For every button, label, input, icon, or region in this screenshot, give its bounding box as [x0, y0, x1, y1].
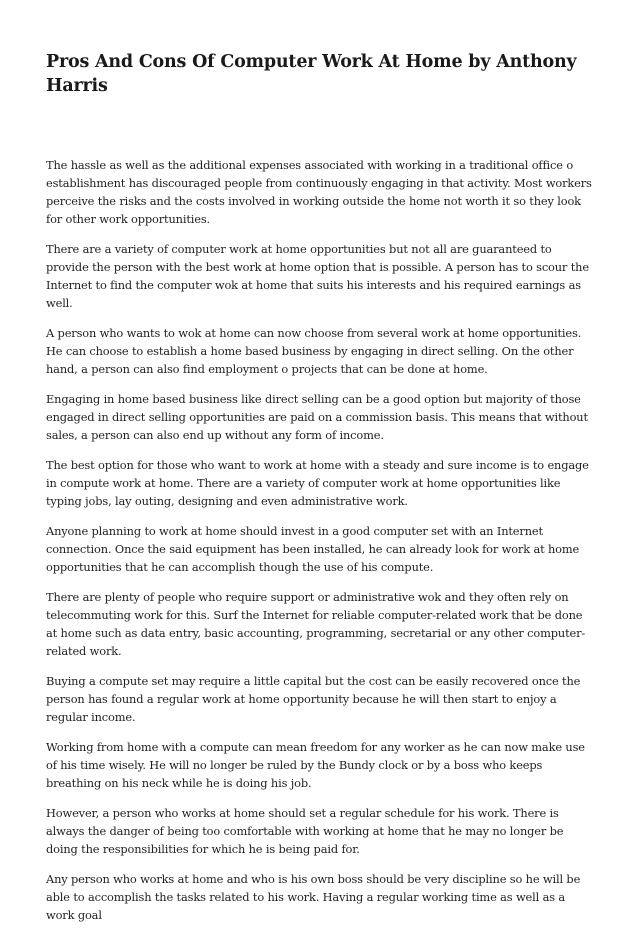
paragraph: Anyone planning to work at home should invest in a good computer set with an Internet connection. Once the said equipment has been installed, he can already look for work at home opportunities that he can accomplish though the use of his compute.	[46, 524, 580, 574]
paragraph: Any person who works at home and who is his own boss should be very discipline so he will be able to accomplish the tasks related to his work. Having a regular working time as well as a work goal	[46, 872, 581, 922]
paragraph: Working from home with a compute can mean freedom for any worker as he can now make use of his time wisely. He will no longer be ruled by the Bundy clock or by a boss who keeps breathing on his neck while he is doing his job.	[46, 740, 585, 790]
paragraph: However, a person who works at home should set a regular schedule for his work. There is always the danger of being too comfortable with working at home that he may no longer be doing the responsibilities for which he is being paid for.	[46, 806, 564, 856]
paragraph: There are plenty of people who require support or administrative wok and they often rely on telecommuting work for this. Surf the Internet for reliable computer-related work that be done at home such as data entry, basic accounting, programming, secretarial or any other computer-related work.	[46, 590, 586, 658]
paragraph: There are a variety of computer work at home opportunities but not all are guaranteed to provide the person with the best work at home option that is possible. A person has to scour the Internet to find the computer wok at home that suits his interests and his required earnings as well.	[46, 242, 589, 310]
paragraph: Engaging in home based business like direct selling can be a good option but majority of those engaged in direct selling opportunities are paid on a commission basis. This means that without sales, a person can also end up without any form of income.	[46, 392, 588, 442]
paragraph: A person who wants to wok at home can now choose from several work at home opportunities. He can choose to establish a home based business by engaging in direct selling. On the other hand, a person can also find employment o projects that can be done at home.	[46, 326, 582, 376]
document-title: Pros And Cons Of Computer Work At Home by Anthony Harris	[46, 52, 577, 96]
paragraph: The hassle as well as the additional expenses associated with working in a traditional office o establishment has discouraged people from continuously engaging in that activity. Most workers perceive the risks and the costs involved in working outside the home not worth it so they look for other work opportunities.	[46, 158, 592, 226]
document-body	[46, 156, 592, 936]
paragraph: Buying a compute set may require a little capital but the cost can be easily recovered once the person has found a regular work at home opportunity because he will then start to enjoy a regular income.	[46, 674, 581, 724]
paragraph: The best option for those who want to work at home with a steady and sure income is to engage in compute work at home. There are a variety of computer work at home opportunities like typing jobs, lay outing, designing and even administrative work.	[46, 458, 589, 508]
